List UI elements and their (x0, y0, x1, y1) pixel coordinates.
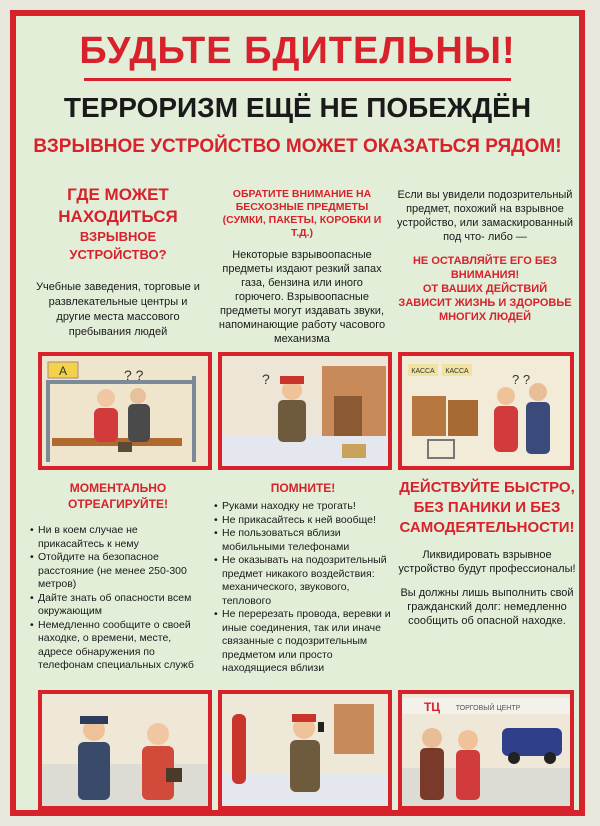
where-block (30, 184, 206, 340)
scene-ticket-office (398, 352, 574, 470)
list-item: • Руками находку не трогать! (214, 500, 392, 514)
poster (10, 10, 585, 816)
list-item: • Не пользоваться вблизи мобильными телефонами (214, 527, 392, 554)
list-item: • Отойдите на безопасное расстояние (не менее 250-300 метров) (30, 551, 206, 592)
remember-list (214, 500, 392, 676)
react-heading-2: ОТРЕАГИРУЙТЕ! (67, 497, 169, 511)
attention-block (216, 188, 388, 346)
act-heading: ДЕЙСТВУЙТЕ БЫСТРО, БЕЗ ПАНИКИ И БЕЗ САМОДЕЯТЕЛЬНОСТИ! (399, 479, 575, 536)
act-text-2: Вы должны лишь выполнить свой гражданский долг: немедленно сообщить об опасной находке. (400, 587, 574, 627)
svg-text:?: ? (262, 371, 270, 387)
scene-sign-kassa-1: КАССА (411, 368, 435, 375)
act-text-1: Ликвидировать взрывное устройство будут профессионалы! (398, 549, 576, 575)
list-item: • Не перерезать провода, веревки и иные соединения, так или иначе связанные с подозрительным предметом или просто находящиеся вблизи (214, 608, 392, 676)
title-underline (84, 78, 511, 81)
scene-bus-stop (38, 352, 212, 470)
where-text: Учебные заведения, торговые и развлекательные центры и другие места массового пребывания людей (36, 281, 200, 338)
svg-text:? ?: ? ? (512, 372, 531, 387)
list-item: • Ни в коем случае не прикасайтесь к нему (30, 524, 206, 551)
where-heading-2: НАХОДИТЬСЯ (58, 207, 178, 226)
attention-heading: ОБРАТИТЕ ВНИМАНИЕ НА БЕСХОЗНЫЕ ПРЕДМЕТЫ (СУМКИ, ПАКЕТЫ, КОРОБКИ И Т.Д.) (222, 188, 382, 239)
scene-sign-a: А (58, 364, 68, 378)
list-item: • Немедленно сообщите о своей находке, о времени, месте, адресе обнаружения по телефонам специальных служб (30, 619, 206, 673)
act-block (398, 478, 576, 628)
react-block (30, 480, 206, 673)
where-heading-1: ГДЕ МОЖЕТ (67, 185, 169, 204)
poster-title: БУДЬТЕ БДИТЕЛЬНЫ! (79, 30, 516, 72)
remember-heading: ПОМНИТЕ! (270, 481, 336, 495)
if-seen-text: Если вы увидели подозрительный предмет, похожий на взрывное устройство, или замаскированный под что- либо — (396, 189, 574, 243)
life-heading: ОТ ВАШИХ ДЕЙСТВИЙ ЗАВИСИТ ЖИЗНЬ И ЗДОРОВЬЕ МНОГИХ ЛЮДЕЙ (398, 283, 572, 323)
remember-block (214, 480, 392, 676)
scene-sign-tc-sub: ТОРГОВЫЙ ЦЕНТР (455, 705, 521, 712)
list-item: • Не оказывать на подозрительный предмет никакого воздействия: механического, звукового, теплового (214, 554, 392, 608)
svg-text:? ?: ? ? (124, 367, 144, 383)
poster-tagline: ВЗРЫВНОЕ УСТРОЙСТВО МОЖЕТ ОКАЗАТЬСЯ РЯДОМ! (33, 136, 562, 157)
if-seen-block (396, 188, 574, 324)
poster-subtitle: ТЕРРОРИЗМ ЕЩЁ НЕ ПОБЕЖДЁН (63, 92, 532, 123)
scene-sign-kassa-2: КАССА (445, 368, 469, 375)
scene-sign-tc: ТЦ (423, 700, 441, 714)
scene-police (38, 690, 212, 810)
dont-leave-heading: НЕ ОСТАВЛЯЙТЕ ЕГО БЕЗ ВНИМАНИЯ! (412, 255, 558, 281)
attention-text: Некоторые взрывоопасные предметы издают резкий запах газа, бензина или иного горючего. Взрывоопасные предметы могут издавать звуки, напоминающие работу часового механизма (218, 249, 386, 345)
react-heading-1: МОМЕНТАЛЬНО (69, 481, 167, 495)
scene-shopping-center (398, 690, 574, 810)
scene-doorway (218, 352, 392, 470)
where-heading-3: ВЗРЫВНОЕ УСТРОЙСТВО? (69, 229, 167, 262)
scene-phone (218, 690, 392, 810)
list-item: • Дайте знать об опасности всем окружающим (30, 592, 206, 619)
react-list (30, 524, 206, 673)
list-item: • Не прикасайтесь к ней вообще! (214, 514, 392, 528)
